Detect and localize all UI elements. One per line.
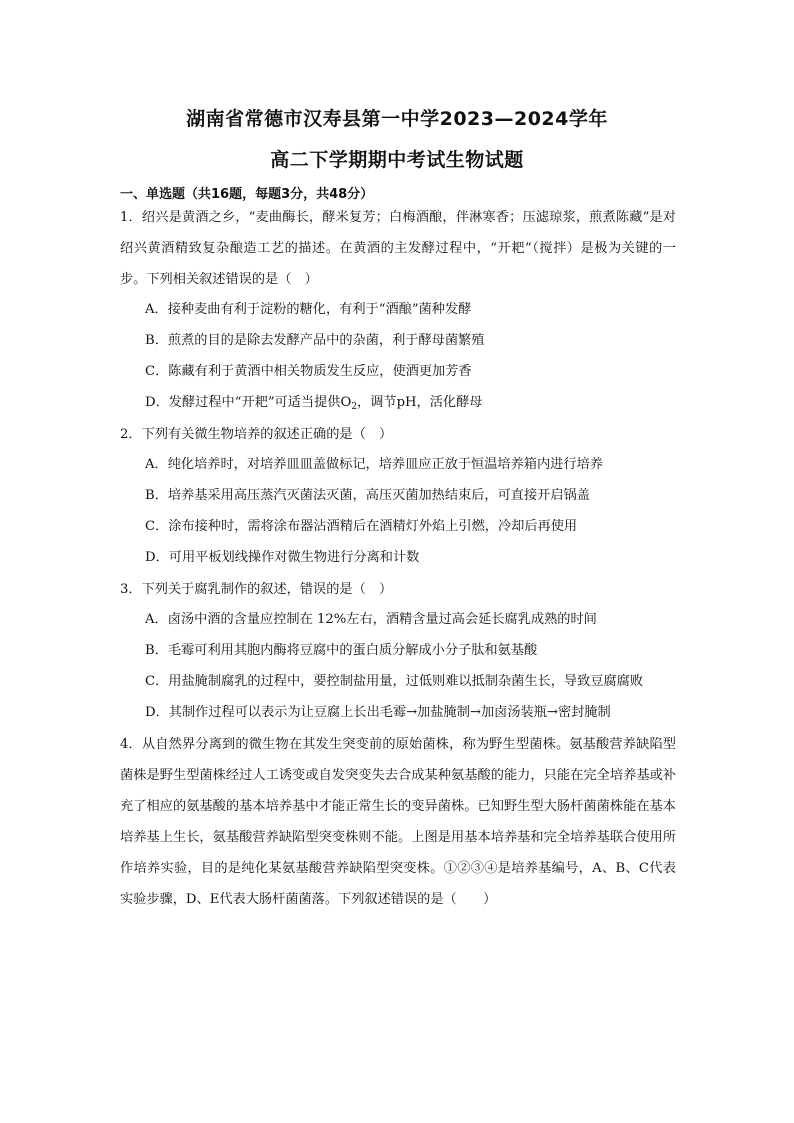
question-2-option-d: D．可用平板划线操作对微生物进行分离和计数 — [145, 550, 420, 565]
question-3-stem: 3．下列关于腐乳制作的叙述，错误的是（ ） — [120, 582, 393, 597]
exam-title-line2: 高二下学期期中考试生物试题 — [270, 149, 524, 171]
subscript-2: 2 — [351, 402, 358, 412]
question-2-option-b: B．培养基采用高压蒸汽灭菌法灭菌，高压灭菌加热结束后，可直接开启锅盖 — [145, 488, 590, 503]
question-3-option-d: D．其制作过程可以表示为让豆腐上长出毛霉→加盐腌制→加卤汤装瓶→密封腌制 — [145, 705, 611, 720]
question-2-stem: 2．下列有关微生物培养的叙述正确的是（ ） — [120, 427, 393, 442]
question-3-option-a: A．卤汤中酒的含量应控制在 12%左右，酒精含量过高会延长腐乳成熟的时间 — [145, 612, 597, 627]
question-1-option-b: B．煎煮的目的是除去发酵产品中的杂菌，利于酵母菌繁殖 — [145, 333, 485, 348]
question-2-option-a: A．纯化培养时，对培养皿皿盖做标记，培养皿应正放于恒温培养箱内进行培养 — [145, 457, 603, 472]
question-3-option-c: C．用盐腌制腐乳的过程中，要控制盐用量，过低则难以抵制杂菌生长，导致豆腐腐败 — [145, 674, 644, 689]
question-1-option-a: A．接种麦曲有利于淀粉的糖化，有利于“酒酿”菌种发酵 — [145, 302, 472, 317]
question-2-option-c: C．涂布接种时，需将涂布器沾酒精后在酒精灯外焰上引燃，冷却后再使用 — [145, 519, 578, 534]
exam-title-line1: 湖南省常德市汉寿县第一中学2023—2024学年 — [186, 108, 608, 130]
question-1-option-d — [145, 393, 483, 413]
question-1-stem: 1．绍兴是黄酒之乡，“麦曲酶长，酵米复芳；白梅酒酿，伴淋寒香；压滤琼浆，煎煮陈藏”是对绍兴黄酒精致复杂酿造工艺的描述。在黄酒的主发酵过程中，“开耙”（搅拌）是极为关键的一步。下列相关叙述错误的是（ ） — [120, 210, 676, 287]
question-1-option-c: C．陈藏有利于黄酒中相关物质发生反应，使酒更加芳香 — [145, 364, 472, 379]
question-4-stem: 4．从自然界分离到的微生物在其发生突变前的原始菌株，称为野生型菌株。氨基酸营养缺陷型菌株是野生型菌株经过人工诱变或自发突变失去合成某种氨基酸的能力，只能在完全培养基或补充了相应的氨基酸的基本培养基中才能正常生长的变异菌株。已知野生型大肠杆菌菌株能在基本培养基上生长，氨基酸营养缺陷型突变株则不能。上图是用基本培养基和完全培养基联合使用所作培养实验，目的是纯化某氨基酸营养缺陷型突变株。①②③④是培养基编号，A、B、C代表实验步骤，D、E代表大肠杆菌菌落。下列叙述错误的是（ ） — [120, 737, 676, 907]
section-heading: 一、单选题（共16题，每题3分，共48分） — [120, 187, 374, 202]
option-d-text-start: D．发酵过程中“开耙”可适当提供O — [145, 395, 352, 410]
option-d-text-end: ，调节pH，活化酵母 — [357, 395, 483, 410]
question-3-option-b: B．毛霉可利用其胞内酶将豆腐中的蛋白质分解成小分子肽和氨基酸 — [145, 643, 538, 658]
